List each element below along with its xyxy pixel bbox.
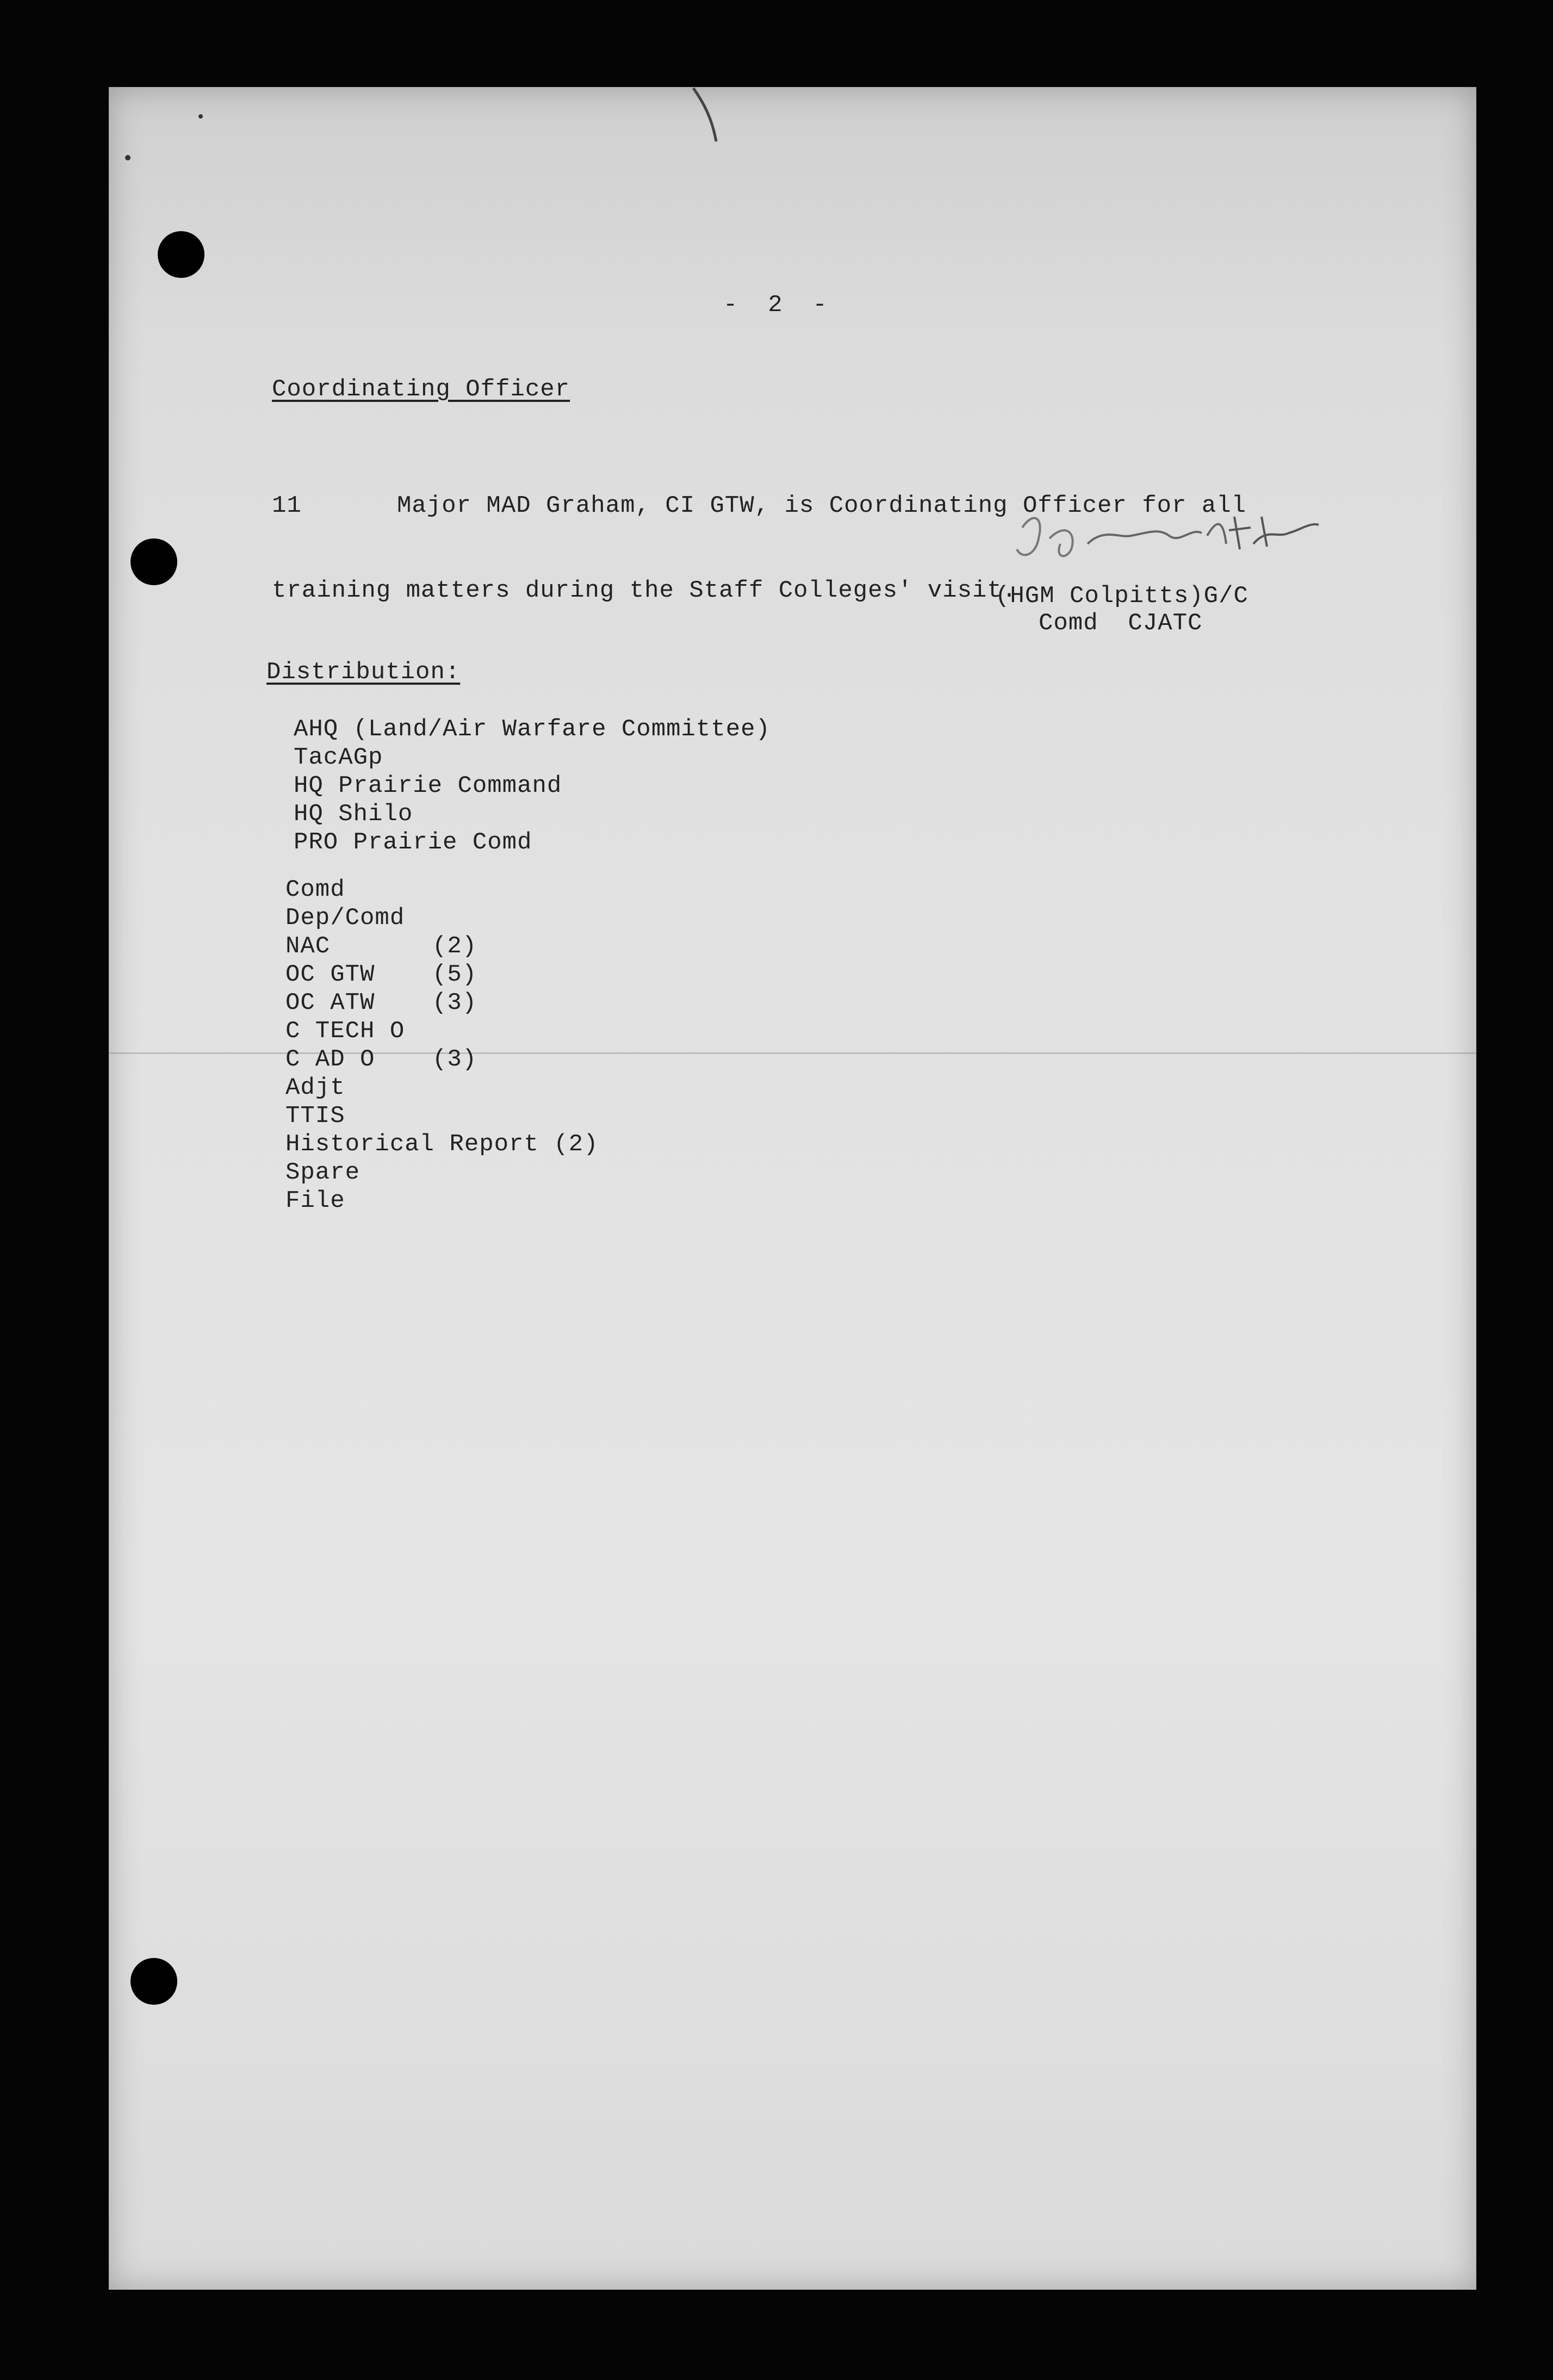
distribution-item-name: OC ATW	[285, 989, 375, 1017]
punch-hole-top	[158, 231, 204, 278]
distribution-item-name: C TECH O	[285, 1018, 405, 1045]
distribution-item-name: Comd	[285, 876, 345, 903]
page-number: - 2 -	[723, 292, 828, 319]
dust-speck	[125, 155, 131, 160]
distribution-item	[285, 932, 599, 960]
distribution-item-count: (2)	[432, 933, 477, 960]
distribution-item-name: PRO Prairie Comd	[294, 829, 532, 856]
distribution-internal-list	[285, 876, 599, 1215]
distribution-item-name: Adjt	[285, 1074, 345, 1101]
distribution-item	[285, 1045, 599, 1074]
distribution-item-count: (3)	[432, 989, 477, 1017]
distribution-item	[285, 989, 599, 1017]
distribution-item-name: C AD O	[285, 1046, 375, 1073]
distribution-item-count: (3)	[432, 1046, 477, 1073]
distribution-external-list	[294, 715, 771, 857]
distribution-item	[285, 1130, 599, 1158]
punch-hole-bottom	[131, 1958, 177, 2005]
paper-tear-mark	[688, 87, 731, 147]
distribution-item	[294, 743, 771, 772]
dust-speck	[198, 114, 203, 119]
distribution-item-name: NAC	[285, 933, 331, 960]
distribution-title: Distribution:	[266, 659, 461, 686]
distribution-item-name: Spare	[285, 1159, 361, 1186]
distribution-item-name: TTIS	[285, 1102, 345, 1130]
distribution-item	[285, 876, 599, 904]
distribution-item	[294, 772, 771, 800]
distribution-item	[285, 1017, 599, 1045]
distribution-item	[285, 960, 599, 989]
paragraph-text-1: Major MAD Graham, CI GTW, is Coordinating Officer for all	[397, 492, 1247, 519]
distribution-item-name: TacAGp	[294, 744, 383, 771]
distribution-item-name: HQ Prairie Command	[294, 772, 562, 799]
distribution-item-name: Dep/Comd	[285, 904, 405, 932]
distribution-item	[294, 800, 771, 828]
paragraph-number: 11	[272, 492, 302, 519]
signatory-name: (HGM Colpitts)G/C	[995, 582, 1248, 610]
distribution-item-count: (5)	[432, 961, 477, 988]
paragraph-line-2: training matters during the Staff Colleges' visit.	[272, 577, 1017, 604]
distribution-item-name: AHQ (Land/Air Warfare Committee)	[294, 716, 771, 743]
distribution-item	[285, 1074, 599, 1102]
distribution-item	[285, 1102, 599, 1130]
distribution-item	[294, 828, 771, 857]
section-title: Coordinating Officer	[272, 376, 570, 403]
handwritten-signature	[1006, 506, 1321, 582]
distribution-item-name: HQ Shilo	[294, 801, 413, 828]
distribution-item	[285, 1187, 599, 1215]
punch-hole-middle	[131, 538, 177, 585]
distribution-item	[285, 904, 599, 932]
distribution-item-name: OC GTW	[285, 961, 375, 988]
signatory-title: Comd CJATC	[1039, 610, 1203, 637]
distribution-item	[294, 715, 771, 743]
distribution-item-name: Historical Report (2)	[285, 1131, 599, 1158]
distribution-item-name: File	[285, 1187, 345, 1214]
distribution-item	[285, 1158, 599, 1187]
